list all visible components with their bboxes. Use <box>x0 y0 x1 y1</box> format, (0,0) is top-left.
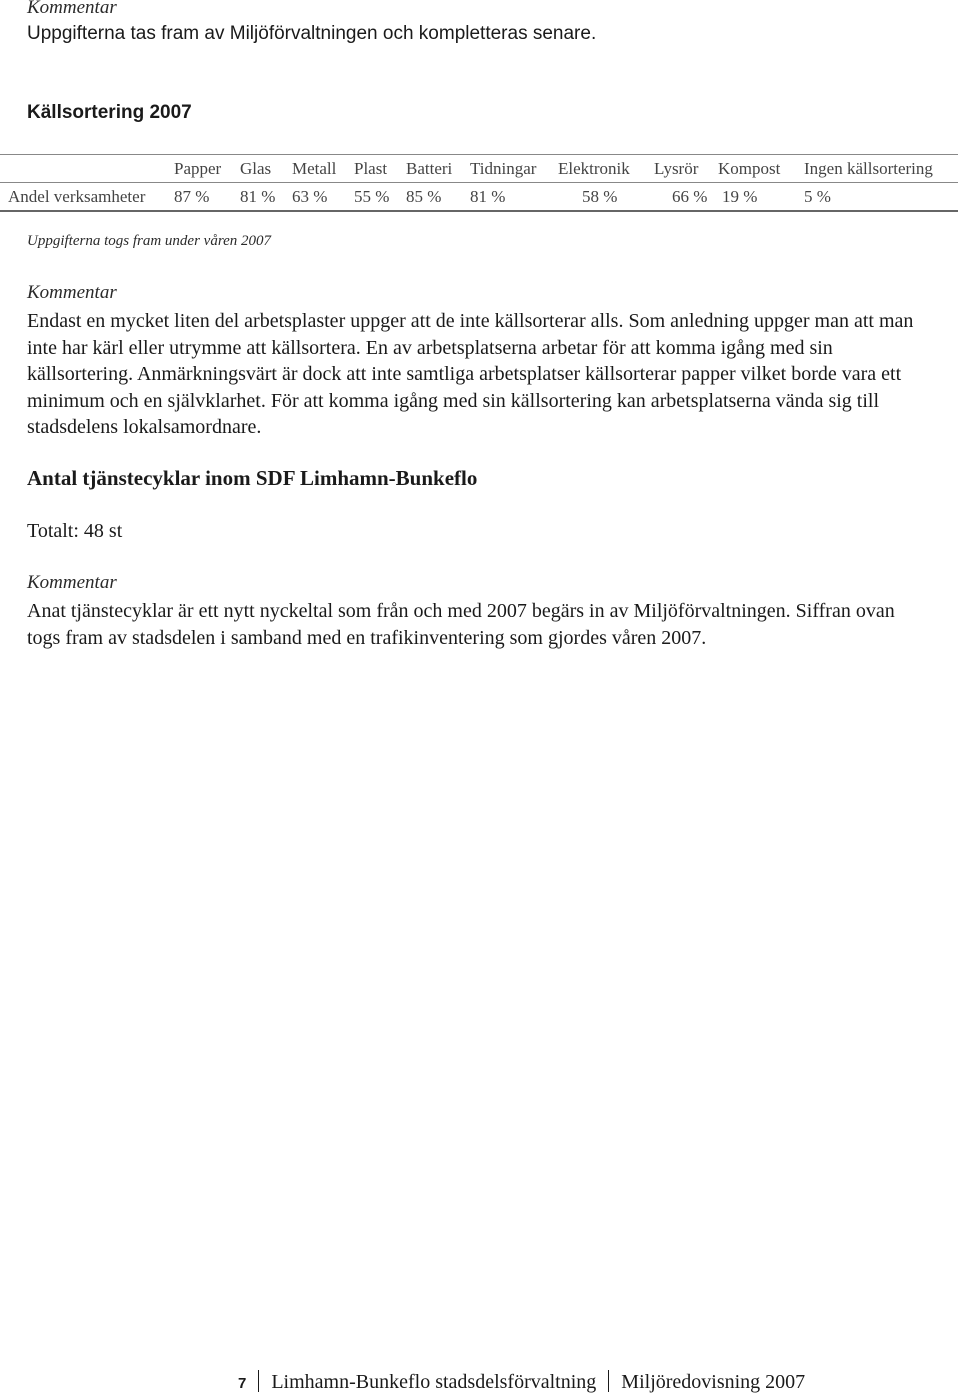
table-header-empty <box>0 155 174 182</box>
footer-report: Miljöredovisning 2007 <box>621 1371 806 1393</box>
table-cell: 81 % <box>240 186 276 206</box>
table-header-row <box>0 155 958 182</box>
page-footer <box>238 1370 805 1394</box>
table-header-cell: Plast <box>354 158 388 178</box>
kallsortering-table <box>0 154 958 212</box>
footer-separator <box>608 1370 609 1392</box>
table-header-cell: Glas <box>240 158 272 178</box>
table-row <box>0 183 958 210</box>
comment-text-1: Uppgifterna tas fram av Miljöförvaltningen och kompletteras senare. <box>27 23 597 44</box>
kommentar-label-2: Kommentar <box>27 282 117 303</box>
table-header-cell: Batteri <box>406 158 453 178</box>
table-cell: 58 % <box>582 186 618 206</box>
kommentar-label-1: Kommentar <box>27 0 117 18</box>
table-cell: 5 % <box>804 186 831 206</box>
sorting-table <box>0 155 958 182</box>
section-heading-cyklar: Antal tjänstecyklar inom SDF Limhamn-Bunkeflo <box>27 466 478 490</box>
table-cell: 55 % <box>354 186 390 206</box>
comment-text-3: Anat tjänstecyklar är ett nytt nyckeltal som från och med 2007 begärs in av Miljöförvaltningen. Siffran ovan togs fram av stadsdelen i samband med en trafikinventering som gjordes våren 2007. <box>27 600 895 649</box>
footer-organization: Limhamn-Bunkeflo stadsdelsförvaltning <box>271 1371 597 1393</box>
table-cell: 85 % <box>406 186 442 206</box>
table-cell: 66 % <box>672 186 708 206</box>
table-header-cell: Elektronik <box>558 158 630 178</box>
table-cell: 63 % <box>292 186 328 206</box>
table-bottom-rule <box>0 210 958 212</box>
sorting-table-body <box>0 183 958 210</box>
table-header-cell: Ingen källsortering <box>804 158 933 178</box>
table-header-cell: Lysrör <box>654 158 699 178</box>
kommentar-label-3: Kommentar <box>27 572 117 593</box>
table-header-cell: Tidningar <box>470 158 537 178</box>
page-number: 7 <box>238 1375 247 1392</box>
table-header-cell: Kompost <box>718 158 781 178</box>
table-cell: 87 % <box>174 186 210 206</box>
footer-separator <box>258 1370 259 1392</box>
table-header-cell: Papper <box>174 158 222 178</box>
table-note: Uppgifterna togs fram under våren 2007 <box>27 233 272 249</box>
total-cyklar: Totalt: 48 st <box>27 520 123 542</box>
table-cell: 81 % <box>470 186 506 206</box>
table-cell: 19 % <box>722 186 758 206</box>
section-heading-kallsortering: Källsortering 2007 <box>27 102 192 123</box>
table-row-label: Andel verksamheter <box>8 186 146 206</box>
comment-text-2: Endast en mycket liten del arbetsplaster uppger att de inte källsorterar alls. Som anledning uppger man att man inte har kärl eller utrymme att källsortera. En av arbetsplatserna arbetar för att komma igång med sin källsortering. Anmärkningsvärt är dock att inte samtliga arbetsplatser källsorterar papper vilket borde vara ett minimum och en självklarhet. För att komma igång med sin källsortering kan arbetsplatserna vända sig till stadsdelens lokalsamordnare. <box>27 310 914 438</box>
table-header-cell: Metall <box>292 158 337 178</box>
